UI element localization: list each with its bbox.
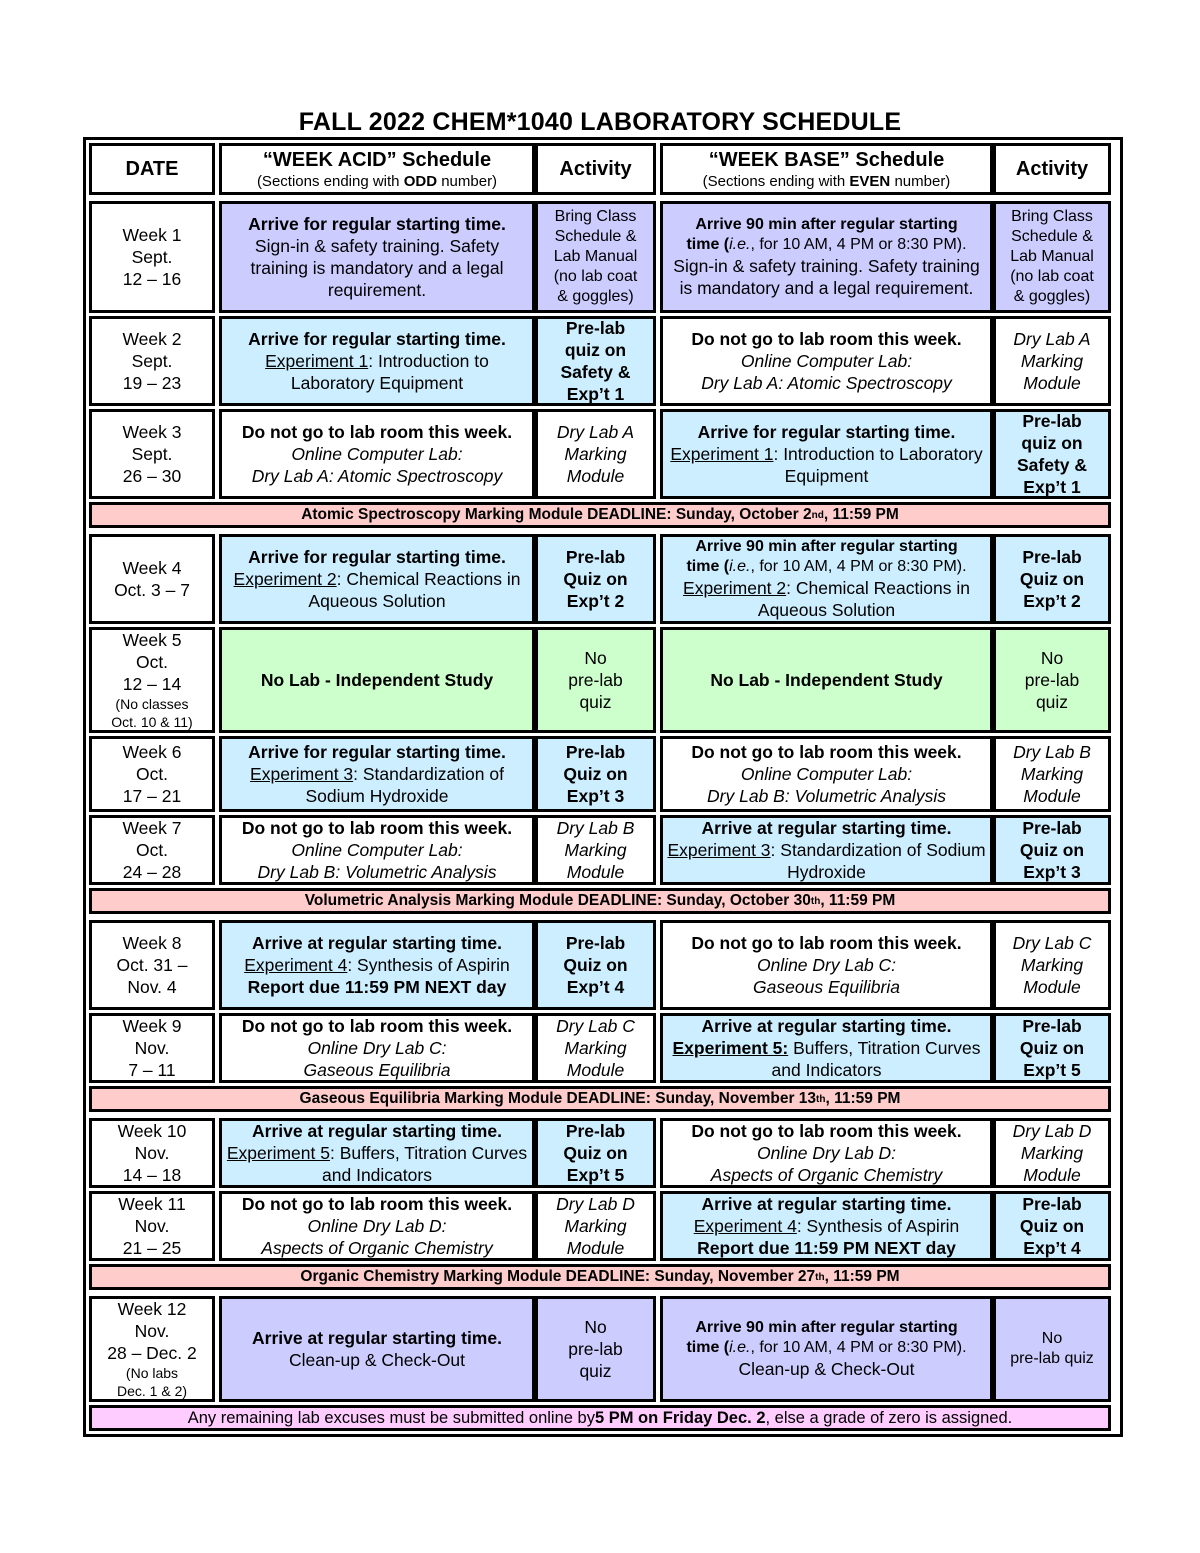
deadline-row — [89, 1264, 1117, 1290]
deadline-banner: Volumetric Analysis Marking Module DEADLINE: Sunday, October 30 th , 11:59 PM — [89, 888, 1111, 914]
footer-row — [89, 1405, 1117, 1431]
date-cell: Week 9 Nov. 7 – 11 — [89, 1013, 215, 1083]
date-cell: Week 8 Oct. 31 – Nov. 4 — [89, 920, 215, 1010]
base-cell: Do not go to lab room this week. Online Computer Lab: Dry Lab B: Volumetric Analysis — [660, 736, 993, 812]
acid-cell: Arrive for regular starting time. Experiment 3: Standardization of Sodium Hydroxide — [219, 736, 535, 812]
header-base-subtitle: (Sections ending with EVEN number) — [702, 172, 951, 190]
acid-activity-cell: Pre-lab Quiz on Exp’t 4 — [535, 920, 656, 1010]
base-activity-cell: Pre-lab Quiz on Exp’t 5 — [993, 1013, 1111, 1083]
deadline-row — [89, 888, 1117, 914]
schedule-table — [83, 137, 1123, 1437]
base-activity-cell: Pre-lab Quiz on Exp’t 3 — [993, 815, 1111, 885]
acid-cell: Do not go to lab room this week. Online Computer Lab: Dry Lab B: Volumetric Analysis — [219, 815, 535, 885]
header-date-label: DATE — [125, 158, 179, 180]
table-row-week8 — [89, 920, 1117, 1010]
base-cell: Do not go to lab room this week. Online Computer Lab: Dry Lab A: Atomic Spectroscopy — [660, 316, 993, 406]
base-cell: Arrive at regular starting time. Experiment 5: Buffers, Titration Curves and Indicators — [660, 1013, 993, 1083]
acid-activity-cell: Dry Lab C Marking Module — [535, 1013, 656, 1083]
page-title: FALL 2022 CHEM*1040 LABORATORY SCHEDULE — [298, 108, 902, 136]
date-cell: Week 10 Nov. 14 – 18 — [89, 1118, 215, 1188]
base-cell: Do not go to lab room this week. Online Dry Lab D: Aspects of Organic Chemistry — [660, 1118, 993, 1188]
acid-activity-cell: Pre-lab quiz on Safety & Exp’t 1 — [535, 316, 656, 406]
date-cell: Week 6 Oct. 17 – 21 — [89, 736, 215, 812]
base-activity-cell: Dry Lab A Marking Module — [993, 316, 1111, 406]
date-cell: Week 12 Nov. 28 – Dec. 2 (No labs Dec. 1 & 2) — [89, 1296, 215, 1402]
header-base-title: “WEEK BASE” Schedule — [708, 148, 945, 171]
base-cell: No Lab - Independent Study — [660, 627, 993, 733]
acid-activity-cell: No pre-lab quiz — [535, 1296, 656, 1402]
acid-activity-cell: Dry Lab A Marking Module — [535, 409, 656, 499]
base-activity-cell: Pre-lab Quiz on Exp’t 4 — [993, 1191, 1111, 1261]
date-cell: Week 3 Sept. 26 – 30 — [89, 409, 215, 499]
base-cell: Arrive 90 min after regular starting time (i.e., for 10 AM, 4 PM or 8:30 PM). Experiment 2: Chemical Reactions in Aqueous Solution — [660, 534, 993, 624]
table-row-week4 — [89, 534, 1117, 624]
acid-activity-cell: Dry Lab D Marking Module — [535, 1191, 656, 1261]
base-activity-cell: Dry Lab C Marking Module — [993, 920, 1111, 1010]
acid-cell: Arrive at regular starting time. Clean-up & Check-Out — [219, 1296, 535, 1402]
date-cell: Week 2 Sept. 19 – 23 — [89, 316, 215, 406]
table-row-week2 — [89, 316, 1117, 406]
acid-cell: Do not go to lab room this week. Online Computer Lab: Dry Lab A: Atomic Spectroscopy — [219, 409, 535, 499]
table-header-row — [89, 143, 1117, 195]
base-activity-cell: Dry Lab D Marking Module — [993, 1118, 1111, 1188]
acid-cell: Arrive for regular starting time. Experiment 2: Chemical Reactions in Aqueous Solution — [219, 534, 535, 624]
table-row-week11 — [89, 1191, 1117, 1261]
acid-cell: Do not go to lab room this week. Online Dry Lab C: Gaseous Equilibria — [219, 1013, 535, 1083]
acid-cell: Do not go to lab room this week. Online Dry Lab D: Aspects of Organic Chemistry — [219, 1191, 535, 1261]
deadline-banner: Gaseous Equilibria Marking Module DEADLINE: Sunday, November 13 th , 11:59 PM — [89, 1086, 1111, 1112]
base-activity-cell: No pre-lab quiz — [993, 627, 1111, 733]
acid-cell: Arrive at regular starting time. Experiment 5: Buffers, Titration Curves and Indicators — [219, 1118, 535, 1188]
date-cell: Week 4 Oct. 3 – 7 — [89, 534, 215, 624]
table-row-week6 — [89, 736, 1117, 812]
header-acid-activity — [535, 143, 656, 195]
acid-cell: Arrive at regular starting time. Experiment 4: Synthesis of Aspirin Report due 11:59 PM NEXT day — [219, 920, 535, 1010]
table-row-week5 — [89, 627, 1117, 733]
table-row-week1 — [89, 201, 1117, 313]
table-row-week9 — [89, 1013, 1117, 1083]
acid-activity-cell: Pre-lab Quiz on Exp’t 5 — [535, 1118, 656, 1188]
base-cell: Arrive 90 min after regular starting time (i.e., for 10 AM, 4 PM or 8:30 PM). Clean-up & Check-Out — [660, 1296, 993, 1402]
header-activity-label: Activity — [559, 158, 632, 180]
base-activity-cell: Pre-lab quiz on Safety & Exp’t 1 — [993, 409, 1111, 499]
table-row-week3 — [89, 409, 1117, 499]
acid-activity-cell: Dry Lab B Marking Module — [535, 815, 656, 885]
acid-activity-cell: No pre-lab quiz — [535, 627, 656, 733]
deadline-banner: Atomic Spectroscopy Marking Module DEADLINE: Sunday, October 2 nd , 11:59 PM — [89, 502, 1111, 528]
table-row-week7 — [89, 815, 1117, 885]
base-cell: Do not go to lab room this week. Online Dry Lab C: Gaseous Equilibria — [660, 920, 993, 1010]
header-acid-subtitle: (Sections ending with ODD number) — [256, 172, 498, 190]
base-activity-cell: Bring Class Schedule & Lab Manual (no lab coat & goggles) — [993, 201, 1111, 313]
date-cell: Week 1 Sept. 12 – 16 — [89, 201, 215, 313]
header-acid-title: “WEEK ACID” Schedule — [262, 148, 492, 171]
date-cell: Week 5 Oct. 12 – 14 (No classes Oct. 10 & 11) — [89, 627, 215, 733]
base-activity-cell: Dry Lab B Marking Module — [993, 736, 1111, 812]
acid-cell: No Lab - Independent Study — [219, 627, 535, 733]
header-base — [660, 143, 993, 195]
table-row-week10 — [89, 1118, 1117, 1188]
acid-activity-cell: Bring Class Schedule & Lab Manual (no lab coat & goggles) — [535, 201, 656, 313]
deadline-row — [89, 1086, 1117, 1112]
header-activity-label: Activity — [1015, 158, 1089, 180]
table-row-week12 — [89, 1296, 1117, 1402]
date-cell: Week 11 Nov. 21 – 25 — [89, 1191, 215, 1261]
header-acid — [219, 143, 535, 195]
base-cell: Arrive at regular starting time. Experiment 4: Synthesis of Aspirin Report due 11:59 PM NEXT day — [660, 1191, 993, 1261]
header-base-activity — [993, 143, 1111, 195]
base-cell: Arrive at regular starting time. Experiment 3: Standardization of Sodium Hydroxide — [660, 815, 993, 885]
deadline-banner: Organic Chemistry Marking Module DEADLINE: Sunday, November 27 th , 11:59 PM — [89, 1264, 1111, 1290]
acid-cell: Arrive for regular starting time. Experiment 1: Introduction to Laboratory Equipment — [219, 316, 535, 406]
deadline-row — [89, 502, 1117, 528]
date-cell: Week 7 Oct. 24 – 28 — [89, 815, 215, 885]
base-cell: Arrive 90 min after regular starting time (i.e., for 10 AM, 4 PM or 8:30 PM). Sign-in & safety training. Safety training is mandatory and a legal requirement. — [660, 201, 993, 313]
footer-note: Any remaining lab excuses must be submitted online by 5 PM on Friday Dec. 2 , else a grade of zero is assigned. — [89, 1405, 1111, 1431]
header-date — [89, 143, 215, 195]
base-activity-cell: No pre-lab quiz — [993, 1296, 1111, 1402]
acid-activity-cell: Pre-lab Quiz on Exp’t 2 — [535, 534, 656, 624]
base-cell: Arrive for regular starting time. Experiment 1: Introduction to Laboratory Equipment — [660, 409, 993, 499]
acid-cell: Arrive for regular starting time. Sign-in & safety training. Safety training is mandatory and a legal requirement. — [219, 201, 535, 313]
base-activity-cell: Pre-lab Quiz on Exp’t 2 — [993, 534, 1111, 624]
acid-activity-cell: Pre-lab Quiz on Exp’t 3 — [535, 736, 656, 812]
